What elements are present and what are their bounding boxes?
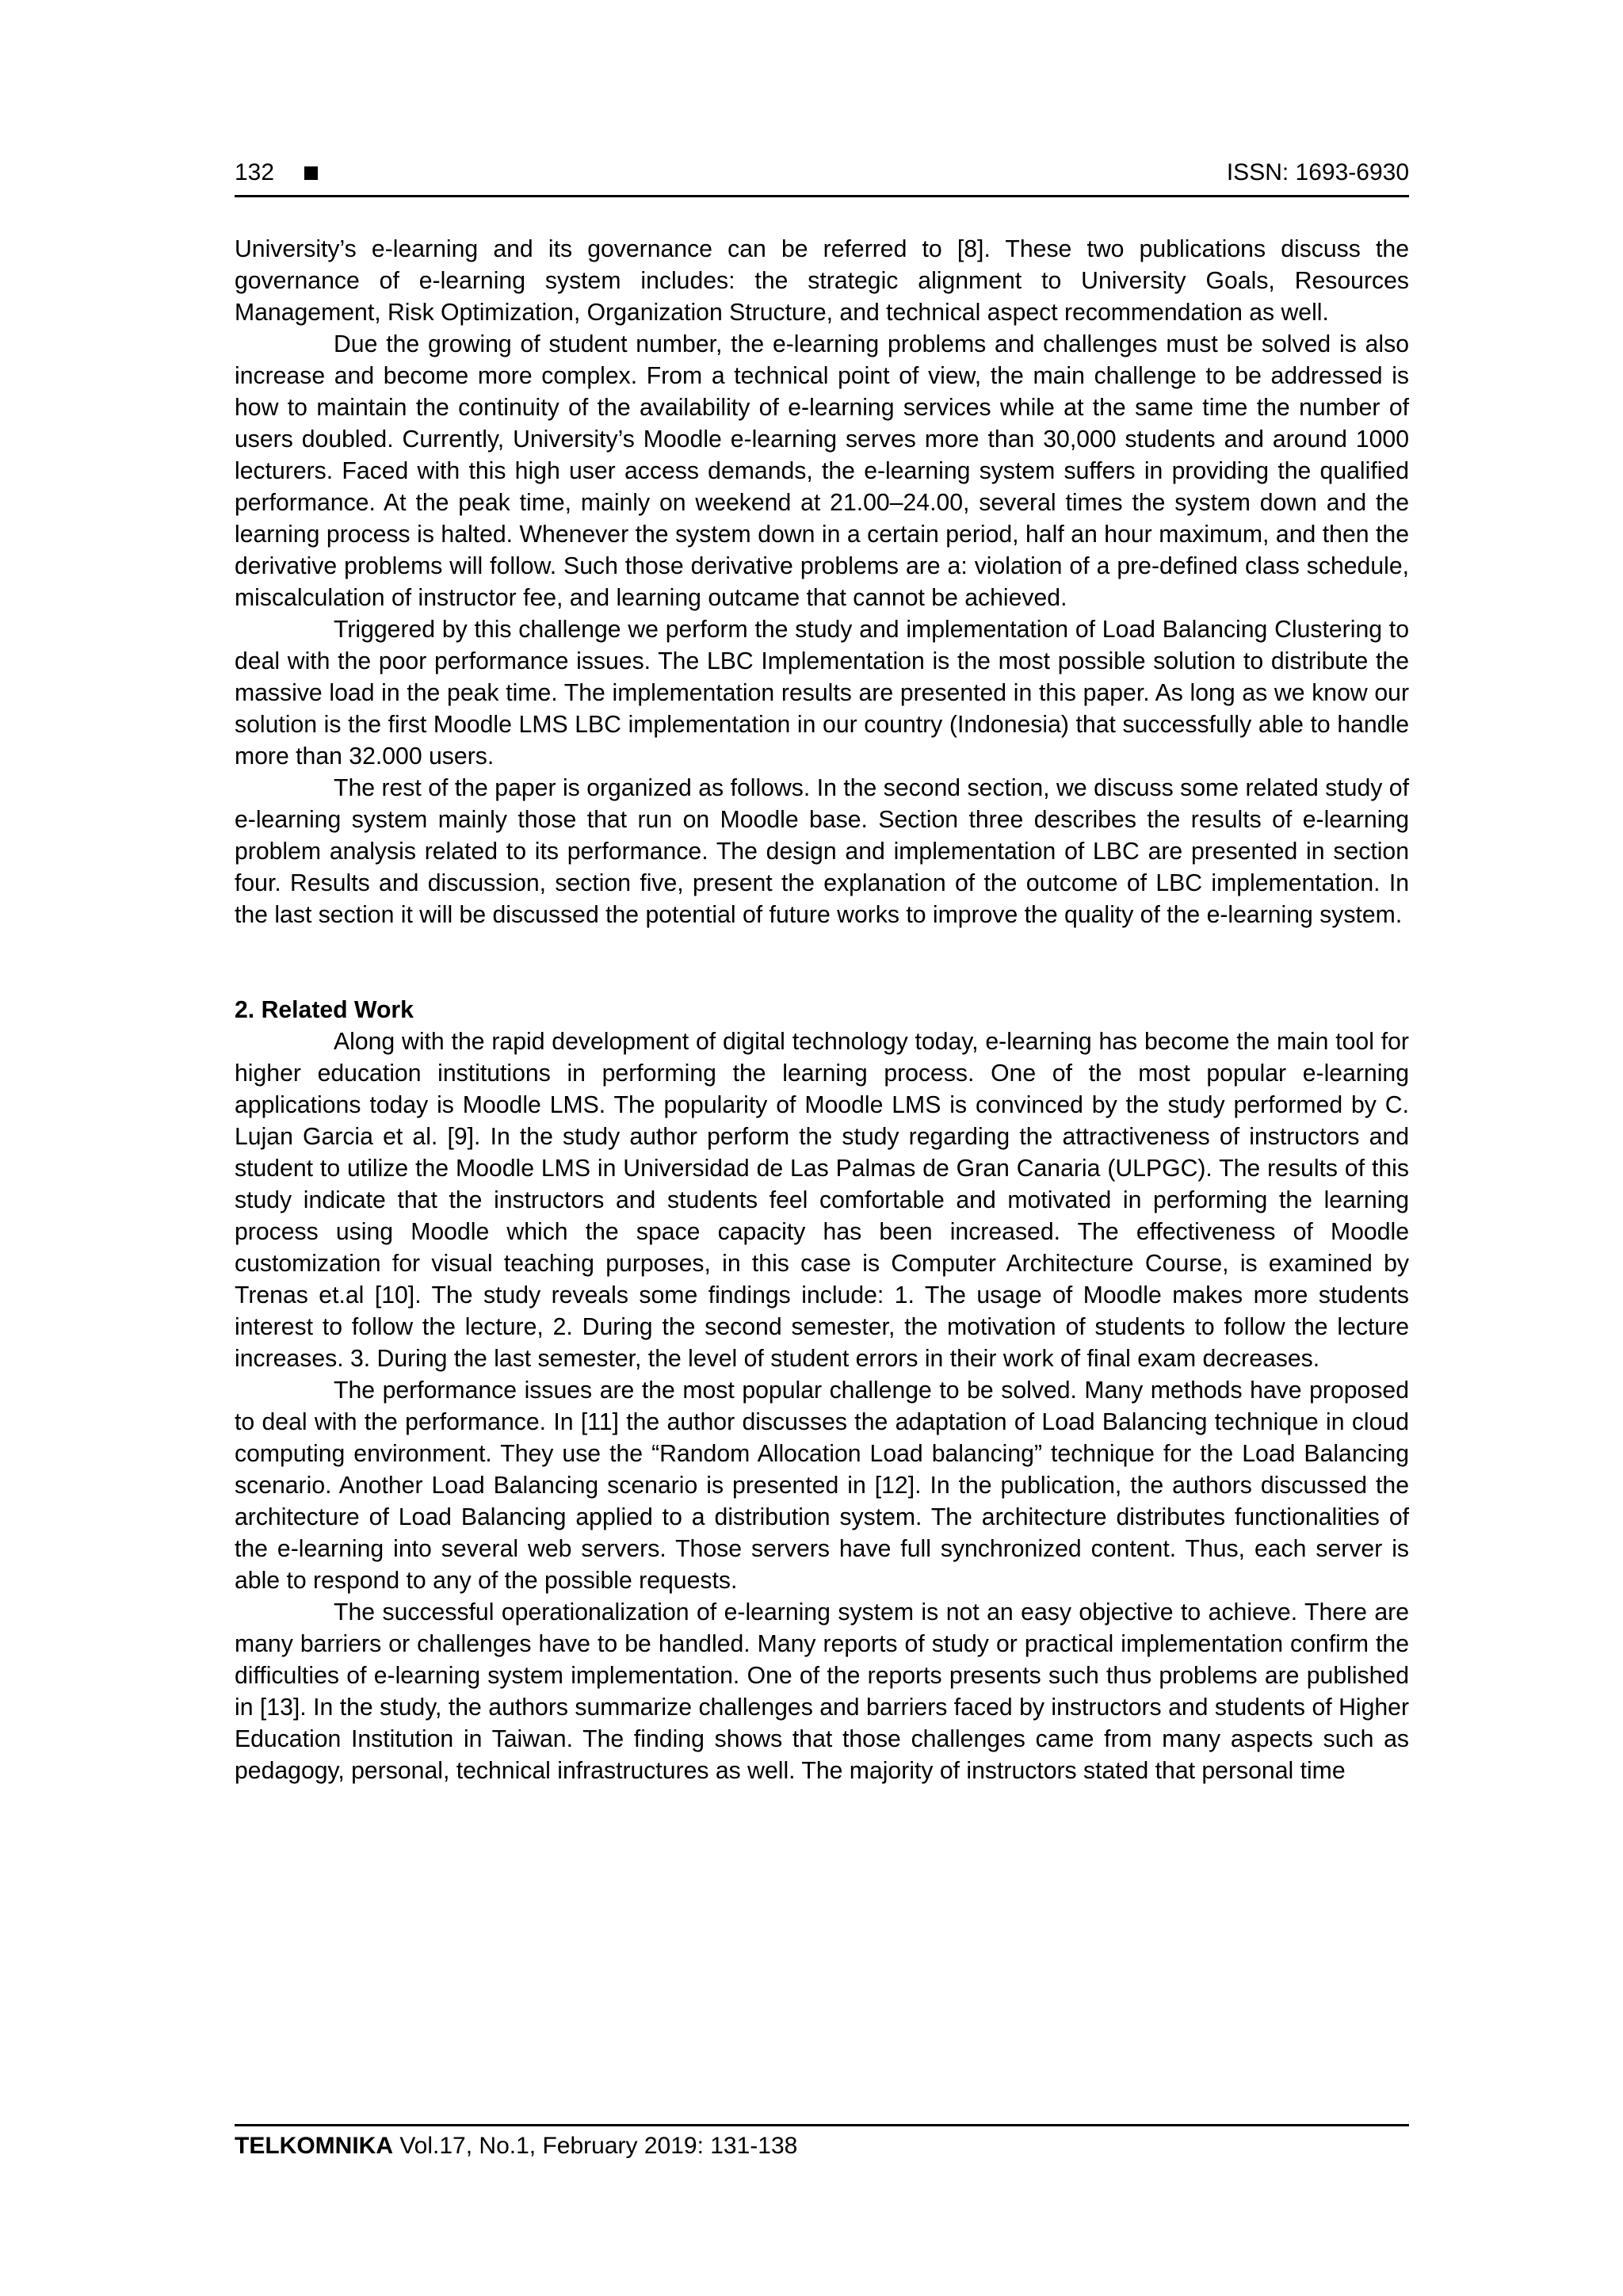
page-footer (235, 2130, 797, 2162)
issn: ISSN: 1693-6930 (1226, 159, 1409, 185)
paragraph-continued: University’s e-learning and its governance can be referred to [8]. These two publications discuss the governance of e-learning system includes: the strategic alignment to University Goals, Resources Management, Risk Optimization, Organization Structure, and technical aspect recommendation as well. (235, 236, 1409, 326)
paragraph: The successful operationalization of e-learning system is not an easy objective to achieve. There are many barriers or challenges have to be handled. Many reports of study or practical implementation confirm the difficulties of e-learning system implementation. One of the reports presents such thus problems are published in [13]. In the study, the authors summarize challenges and barriers faced by instructors and students of Higher Education Institution in Taiwan. The finding shows that those challenges came from many aspects such as pedagogy, personal, technical infrastructures as well. The majority of instructors stated that personal time (235, 1599, 1409, 1784)
paragraph: The rest of the paper is organized as follows. In the second section, we discuss some related study of e-learning system mainly those that run on Moodle base. Section three describes the results of e-learning problem analysis related to its performance. The design and implementation of LBC are presented in section four. Results and discussion, section five, present the explanation of the outcome of LBC implementation. In the last section it will be discussed the potential of future works to improve the quality of the e-learning system. (235, 775, 1409, 928)
article-body (235, 234, 1409, 1787)
paragraph: Due the growing of student number, the e-learning problems and challenges must be solved is also increase and become more complex. From a technical point of view, the main challenge to be addressed is how to maintain the continuity of the availability of e-learning services while at the same time the number of users doubled. Currently, University’s Moodle e-learning serves more than 30,000 students and around 1000 lecturers. Faced with this high user access demands, the e-learning system suffers in providing the qualified performance. At the peak time, mainly on weekend at 21.00–24.00, several times the system down and the learning process is halted. Whenever the system down in a certain period, half an hour maximum, and then the derivative problems will follow. Such those derivative problems are a: violation of a pre-defined class schedule, miscalculation of instructor fee, and learning outcame that cannot be achieved. (235, 331, 1409, 611)
journal-citation: Vol.17, No.1, February 2019: 131-138 (399, 2133, 798, 2159)
page-header (235, 157, 1409, 195)
header-square-icon (304, 166, 318, 180)
paragraph: The performance issues are the most popular challenge to be solved. Many methods have proposed to deal with the performance. In [11] the author discusses the adaptation of Load Balancing technique in cloud computing environment. They use the “Random Allocation Load balancing” technique for the Load Balancing scenario. Another Load Balancing scenario is presented in [12]. In the publication, the authors discussed the architecture of Load Balancing applied to a distribution system. The architecture distributes functionalities of the e-learning into several web servers. Those servers have full synchronized content. Thus, each server is able to respond to any of the possible requests. (235, 1377, 1409, 1594)
footer-divider (235, 2124, 1409, 2126)
section-heading-related-work: 2. Related Work (235, 997, 414, 1023)
journal-name: TELKOMNIKA (235, 2133, 393, 2159)
page-number: 132 (235, 159, 275, 185)
header-divider (235, 195, 1409, 197)
paragraph: Along with the rapid development of digital technology today, e-learning has become the main tool for higher education institutions in performing the learning process. One of the most popular e-learning applications today is Moodle LMS. The popularity of Moodle LMS is convinced by the study performed by C. Lujan Garcia et al. [9]. In the study author perform the study regarding the attractiveness of instructors and student to utilize the Moodle LMS in Universidad de Las Palmas de Gran Canaria (ULPGC). The results of this study indicate that the instructors and students feel comfortable and motivated in performing the learning process using Moodle which the space capacity has been increased. The effectiveness of Moodle customization for visual teaching purposes, in this case is Computer Architecture Course, is examined by Trenas et.al [10]. The study reveals some findings include: 1. The usage of Moodle makes more students interest to follow the lecture, 2. During the second semester, the motivation of students to follow the lecture increases. 3. During the last semester, the level of student errors in their work of final exam decreases. (235, 1029, 1409, 1372)
paragraph: Triggered by this challenge we perform the study and implementation of Load Balancing Clustering to deal with the poor performance issues. The LBC Implementation is the most possible solution to distribute the massive load in the peak time. The implementation results are presented in this paper. As long as we know our solution is the first Moodle LMS LBC implementation in our country (Indonesia) that successfully able to handle more than 32.000 users. (235, 617, 1409, 770)
